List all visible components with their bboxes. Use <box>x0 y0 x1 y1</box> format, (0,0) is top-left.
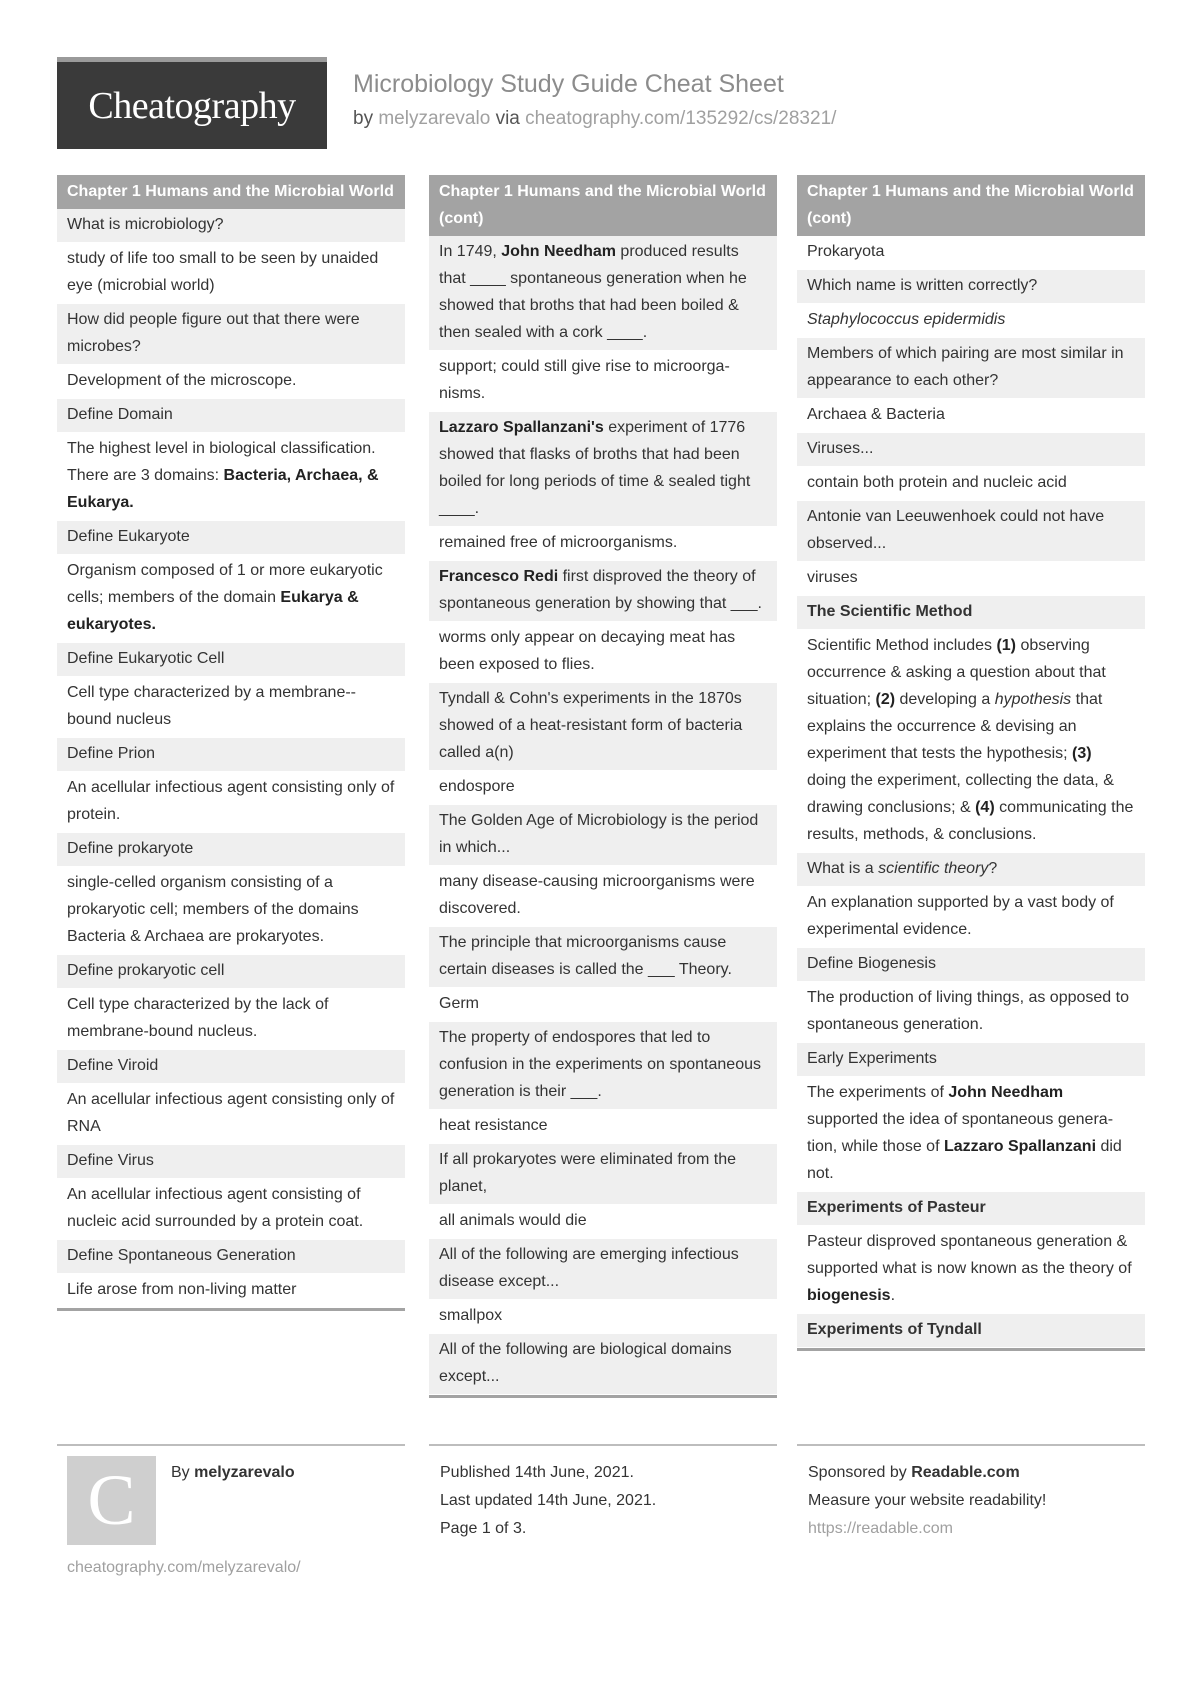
answer-row: single-celled organism consisting of a prokaryotic cell; members of the domains Bacteria & Archaea are prokaryotes. <box>57 867 405 955</box>
column-3-header: Chapter 1 Humans and the Microbial World (cont) <box>797 175 1145 236</box>
answer-row: Archaea & Bacteria <box>797 399 1145 433</box>
footer-author <box>171 1459 295 1487</box>
cheatography-logo[interactable] <box>57 57 327 149</box>
section-heading-row: Experiments of Tyndall <box>797 1314 1145 1348</box>
answer-row: worms only appear on decaying meat has been exposed to flies. <box>429 622 777 683</box>
question-row: Members of which pairing are most similar in appearance to each other? <box>797 338 1145 399</box>
answer-row: An explanation supported by a vast body of experimental evidence. <box>797 887 1145 948</box>
question-row: Define Domain <box>57 399 405 433</box>
question-row: Define prokaryote <box>57 833 405 867</box>
footer-sponsor <box>808 1459 1020 1487</box>
answer-row: study of life too small to be seen by unaided eye (microbial world) <box>57 243 405 304</box>
question-row: Define Prion <box>57 738 405 772</box>
question-row: Francesco Redi first disproved the theory of spontaneous generation by showing that ___. <box>429 561 777 622</box>
avatar-letter: C <box>87 1460 136 1540</box>
footer-divider-3 <box>797 1444 1145 1446</box>
question-row: Which name is written correctly? <box>797 270 1145 304</box>
answer-row: heat resistance <box>429 1110 777 1144</box>
question-row: Define prokaryotic cell <box>57 955 405 989</box>
question-row: In 1749, John Needham produced results that ____ spontaneous generation when he showed that broths that had been boiled & then sealed with a cork ____. <box>429 236 777 351</box>
section-heading-row: The Scientific Method <box>797 596 1145 630</box>
footer-profile-link[interactable]: cheatography.com/melyzarevalo/ <box>67 1559 301 1576</box>
question-row: Define Virus <box>57 1145 405 1179</box>
answer-row: Prokaryota <box>797 236 1145 270</box>
section-heading-row: Experiments of Pasteur <box>797 1192 1145 1226</box>
question-row: Viruses... <box>797 433 1145 467</box>
answer-row: Staphylococcus epidermidis <box>797 304 1145 338</box>
column-3-end-rule <box>797 1348 1145 1351</box>
answer-row: smallpox <box>429 1300 777 1334</box>
answer-row: Life arose from non-living matter <box>57 1274 405 1308</box>
answer-row: An acellular infectious agent consisting of nucleic acid surrounded by a protein coat. <box>57 1179 405 1240</box>
question-row: If all prokaryotes were eliminated from the planet, <box>429 1144 777 1205</box>
column-3-rows <box>797 236 1145 1348</box>
answer-row: Germ <box>429 988 777 1022</box>
answer-row: Cell type characterized by the lack of membrane-bound nucleus. <box>57 989 405 1050</box>
answer-row: The highest level in biological classification. There are 3 domains: Bacteria, Archaea, & Eukarya. <box>57 433 405 521</box>
author-link[interactable]: melyzarevalo <box>378 108 491 129</box>
question-row: Tyndall & Cohn's experiments in the 1870s showed of a heat-resistant form of bacteria called a(n) <box>429 683 777 771</box>
answer-row: Cell type characterized by a membrane--bound nucleus <box>57 677 405 738</box>
footer-updated: Last updated 14th June, 2021. <box>440 1492 657 1509</box>
question-row: Define Viroid <box>57 1050 405 1084</box>
column-2 <box>429 175 777 1398</box>
column-1-rows <box>57 209 405 1308</box>
column-1-end-rule <box>57 1308 405 1311</box>
answer-row: An acellular infectious agent consisting only of RNA <box>57 1084 405 1145</box>
answer-row: The production of living things, as opposed to spontaneous generation. <box>797 982 1145 1043</box>
column-2-rows <box>429 236 777 1395</box>
sponsor-url <box>808 1515 953 1543</box>
question-row: The property of endospores that led to confusion in the experiments on spontaneous generation is their ___. <box>429 1022 777 1110</box>
answer-row: endospore <box>429 771 777 805</box>
page-title: Microbiology Study Guide Cheat Sheet <box>353 70 784 98</box>
answer-row: An acellular infectious agent consisting only of protein. <box>57 772 405 833</box>
footer-page-number: Page 1 of 3. <box>440 1520 527 1537</box>
question-row: Antonie van Leeuwenhoek could not have observed... <box>797 501 1145 562</box>
question-row: Lazzaro Spallanzani's experiment of 1776 showed that flasks of broths that had been boiled for long periods of time & sealed tight ____. <box>429 412 777 527</box>
answer-row: many disease-causing microorganisms were discovered. <box>429 866 777 927</box>
question-row: How did people figure out that there were microbes? <box>57 304 405 365</box>
question-row: Define Eukaryote <box>57 521 405 555</box>
question-row: All of the following are emerging infectious disease except... <box>429 1239 777 1300</box>
by-word: by <box>353 108 374 129</box>
via-word: via <box>495 108 520 129</box>
sheet-url-link[interactable]: cheatography.com/135292/cs/28321/ <box>525 108 837 129</box>
question-row: Define Eukaryotic Cell <box>57 643 405 677</box>
answer-row: support; could still give rise to microorganisms. <box>429 351 777 412</box>
question-row: The principle that microorganisms cause certain diseases is called the ___ Theory. <box>429 927 777 988</box>
answer-row: viruses <box>797 562 1145 596</box>
question-row: Define Spontaneous Generation <box>57 1240 405 1274</box>
question-row: What is microbiology? <box>57 209 405 243</box>
logo-text: Cheatography <box>88 84 296 127</box>
column-1-header: Chapter 1 Humans and the Microbial World <box>57 175 405 209</box>
answer-row: all animals would die <box>429 1205 777 1239</box>
footer-published: Published 14th June, 2021. <box>440 1464 634 1481</box>
column-1 <box>57 175 405 1311</box>
question-row: What is a scientific theory? <box>797 853 1145 887</box>
question-row: The Golden Age of Microbiology is the period in which... <box>429 805 777 866</box>
footer-profile <box>67 1554 301 1582</box>
answer-row: Pasteur disproved spontaneous generation & supported what is now known as the theory of biogenesis. <box>797 1226 1145 1314</box>
column-2-header: Chapter 1 Humans and the Microbial World (cont) <box>429 175 777 236</box>
footer-author-link[interactable]: melyzarevalo <box>194 1464 295 1481</box>
sponsor-url-link[interactable]: https://readable.com <box>808 1520 953 1537</box>
byline <box>353 108 836 130</box>
question-row: Define Biogenesis <box>797 948 1145 982</box>
column-2-end-rule <box>429 1395 777 1398</box>
author-avatar[interactable] <box>67 1456 156 1545</box>
answer-row: contain both protein and nucleic acid <box>797 467 1145 501</box>
footer-divider-1 <box>57 1444 405 1446</box>
sponsor-tagline: Measure your website readability! <box>808 1492 1047 1509</box>
footer-divider-2 <box>429 1444 777 1446</box>
sponsor-link[interactable]: Readable.com <box>911 1464 1020 1481</box>
footer-by-label: By <box>171 1464 190 1481</box>
answer-row: remained free of microorganisms. <box>429 527 777 561</box>
question-row: Early Experiments <box>797 1043 1145 1077</box>
sponsored-prefix: Sponsored by <box>808 1464 907 1481</box>
answer-row: The experiments of John Needham supported the idea of spontaneous generation, while those of Lazzaro Spallanzani did not. <box>797 1077 1145 1192</box>
answer-row: Organism composed of 1 or more eukaryotic cells; members of the domain Eukarya & eukaryotes. <box>57 555 405 643</box>
question-row: All of the following are biological domains except... <box>429 1334 777 1395</box>
answer-row: Development of the microscope. <box>57 365 405 399</box>
answer-row: Scientific Method includes (1) observing occurrence & asking a question about that situation; (2) developing a hypothesis that explains the occurrence & devising an experiment that tests the hypothesis; (3) doing the experiment, collecting the data, & drawing conclusions; & (4) communicating the results, methods, & conclusions. <box>797 630 1145 853</box>
column-3 <box>797 175 1145 1351</box>
